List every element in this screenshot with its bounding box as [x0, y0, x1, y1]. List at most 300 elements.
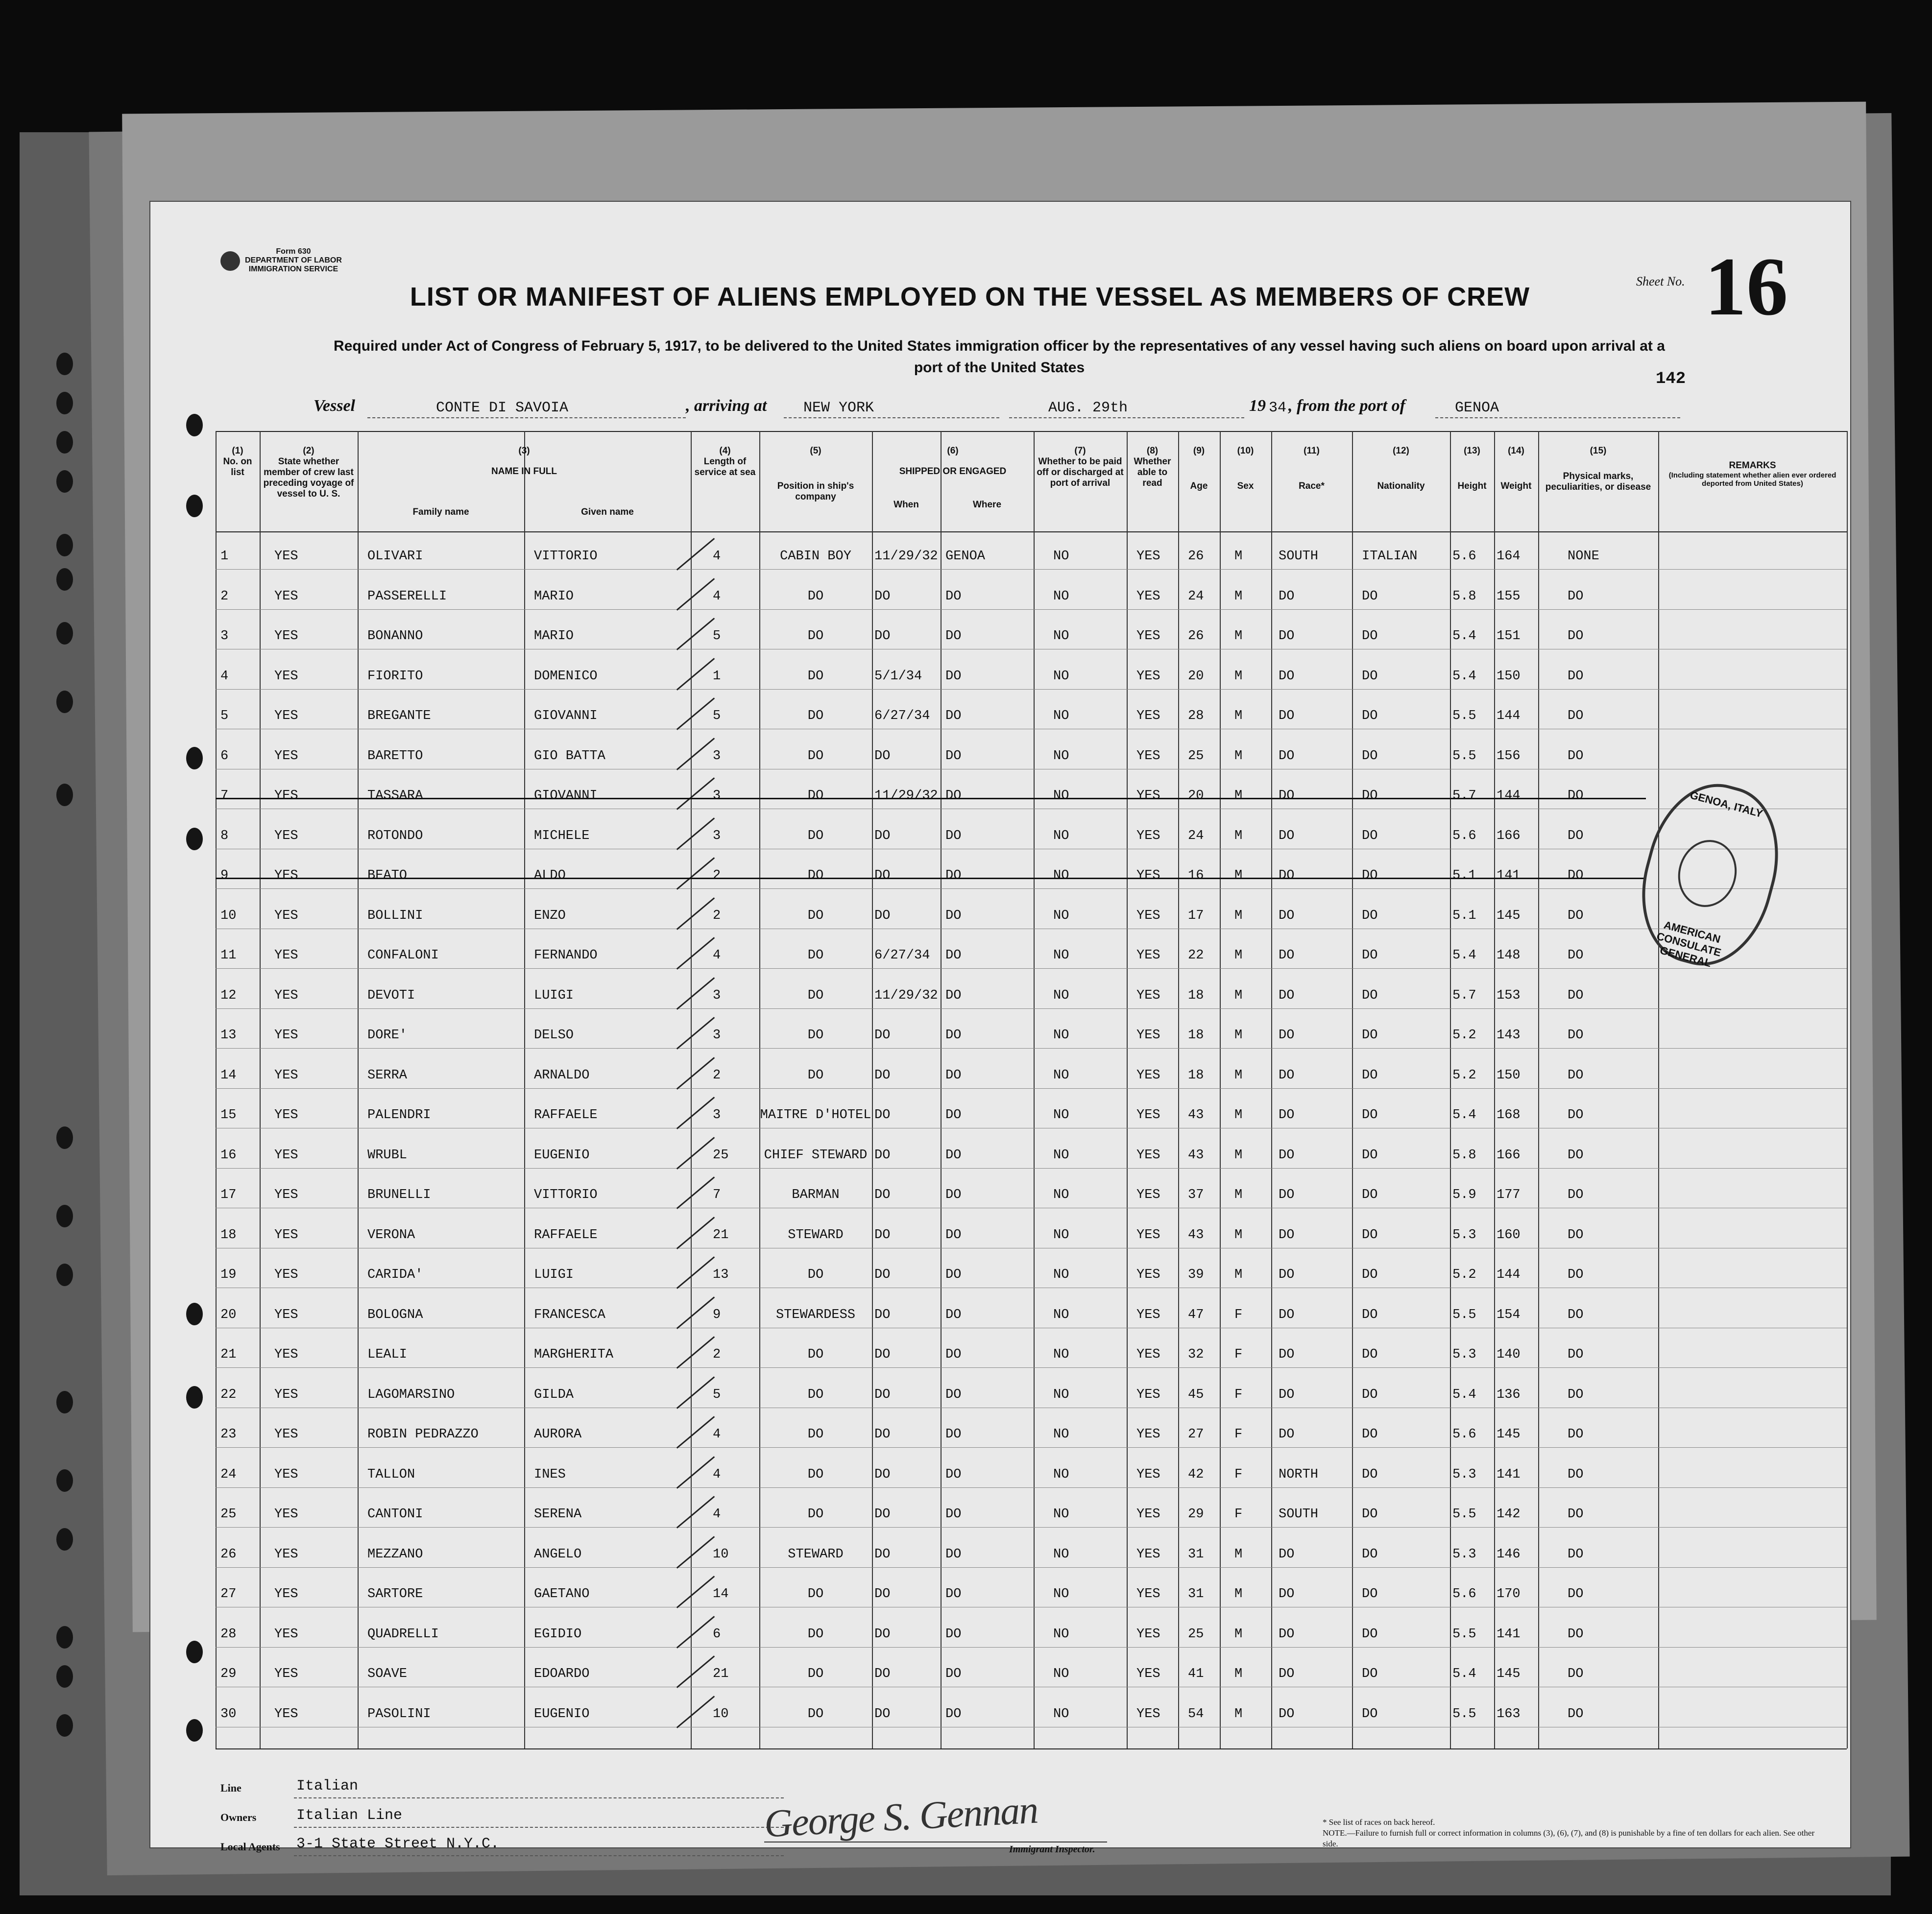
col-header-last-voyage: (2) State whether member of crew last preceding voyage of vessel to U. S. — [263, 446, 354, 499]
cell-shipped-where: DO — [945, 1227, 962, 1243]
cell-row-number: 17 — [220, 1188, 237, 1202]
punch-hole — [56, 1469, 73, 1492]
cell-last-voyage: YES — [274, 1467, 298, 1482]
punch-hole — [56, 431, 73, 454]
cell-row-number: 30 — [220, 1706, 237, 1722]
cell-sex: M — [1234, 828, 1243, 843]
cell-given-name: GIO BATTA — [534, 748, 605, 764]
cell-family-name: CARIDA' — [367, 1268, 423, 1282]
cell-physical-marks: DO — [1568, 1268, 1584, 1282]
cell-shipped-when: DO — [874, 1108, 891, 1123]
punch-hole — [56, 353, 73, 375]
cell-last-voyage: YES — [274, 1068, 298, 1083]
cell-shipped-where: DO — [945, 1547, 962, 1562]
cell-able-to-read: YES — [1136, 1068, 1160, 1083]
cell-height: 5.6 — [1452, 828, 1476, 843]
cell-shipped-where: DO — [945, 1188, 962, 1202]
vessel-name: CONTE DI SAVOIA — [436, 400, 569, 416]
pen-tick-mark — [676, 857, 715, 890]
punch-hole — [186, 1641, 203, 1663]
cell-race: DO — [1279, 948, 1295, 963]
cell-physical-marks: NONE — [1568, 549, 1599, 564]
cell-height: 5.3 — [1452, 1547, 1476, 1562]
cell-height: 5.5 — [1452, 1706, 1476, 1722]
cell-position: STEWARD — [788, 1227, 844, 1243]
cell-height: 5.7 — [1452, 789, 1476, 803]
cell-paid-off: NO — [1053, 589, 1069, 604]
cell-shipped-when: DO — [874, 1347, 891, 1362]
cell-race: DO — [1279, 709, 1295, 723]
cell-able-to-read: YES — [1136, 1347, 1160, 1362]
cell-height: 5.3 — [1452, 1467, 1476, 1482]
page-title: LIST OR MANIFEST OF ALIENS EMPLOYED ON THE VESSEL AS MEMBERS OF CREW — [410, 282, 1530, 311]
cell-physical-marks: DO — [1568, 1507, 1584, 1522]
punch-hole — [56, 470, 73, 493]
cell-age: 47 — [1188, 1307, 1204, 1322]
cell-nationality: DO — [1362, 1227, 1378, 1243]
cell-sex: F — [1234, 1507, 1243, 1522]
cell-service-length: 10 — [713, 1706, 729, 1722]
cell-service-length: 13 — [713, 1268, 729, 1282]
cell-height: 5.4 — [1452, 1108, 1476, 1123]
cell-race: DO — [1279, 669, 1295, 684]
pen-tick-mark — [676, 578, 715, 611]
cell-nationality: DO — [1362, 1507, 1378, 1522]
cell-sex: M — [1234, 1667, 1243, 1681]
cell-shipped-where: DO — [945, 1507, 962, 1522]
cell-service-length: 21 — [713, 1227, 729, 1243]
cell-shipped-where: DO — [945, 789, 962, 803]
cell-weight: 156 — [1497, 748, 1521, 764]
cell-able-to-read: YES — [1136, 589, 1160, 604]
pen-tick-mark — [676, 697, 715, 730]
cell-race: SOUTH — [1279, 549, 1319, 564]
col-header-able-to-read: (8) Whether able to read — [1134, 446, 1171, 488]
department-seal-icon — [220, 251, 240, 271]
cell-given-name: EUGENIO — [534, 1148, 590, 1163]
punch-hole — [56, 1264, 73, 1286]
cell-service-length: 4 — [713, 1507, 721, 1522]
cell-row-number: 6 — [220, 748, 229, 764]
cell-weight: 150 — [1497, 669, 1521, 684]
inspector-signature: George S. Gennan — [763, 1788, 1039, 1846]
cell-given-name: AURORA — [534, 1427, 582, 1442]
cell-able-to-read: YES — [1136, 1307, 1160, 1322]
cell-sex: M — [1234, 1148, 1243, 1163]
cell-family-name: MEZZANO — [367, 1547, 423, 1562]
cell-position: STEWARD — [788, 1547, 844, 1562]
cell-age: 54 — [1188, 1706, 1204, 1722]
cell-shipped-where: DO — [945, 828, 962, 843]
cell-nationality: DO — [1362, 1667, 1378, 1681]
cell-race: DO — [1279, 1587, 1295, 1602]
cell-physical-marks: DO — [1568, 1706, 1584, 1722]
cell-able-to-read: YES — [1136, 1108, 1160, 1123]
stamp-bottom-text: AMERICAN CONSULATE GENERAL — [1655, 918, 1723, 970]
cell-nationality: DO — [1362, 868, 1378, 883]
pen-tick-mark — [676, 618, 715, 650]
cell-height: 5.5 — [1452, 1307, 1476, 1322]
cell-shipped-when: DO — [874, 1387, 891, 1402]
cell-family-name: TALLON — [367, 1467, 415, 1482]
cell-family-name: BARETTO — [367, 748, 423, 764]
cell-physical-marks: DO — [1568, 1347, 1584, 1362]
cell-able-to-read: YES — [1136, 709, 1160, 723]
cell-height: 5.5 — [1452, 709, 1476, 723]
cell-race: DO — [1279, 988, 1295, 1003]
punch-hole — [56, 622, 73, 645]
cell-shipped-when: DO — [874, 1268, 891, 1282]
cell-able-to-read: YES — [1136, 629, 1160, 644]
cell-race: DO — [1279, 1028, 1295, 1043]
cell-physical-marks: DO — [1568, 1627, 1584, 1642]
arrival-date: AUG. 29th — [1048, 400, 1128, 416]
cell-able-to-read: YES — [1136, 669, 1160, 684]
cell-position: DO — [807, 1627, 824, 1642]
cell-family-name: QUADRELLI — [367, 1627, 439, 1642]
cell-last-voyage: YES — [274, 1547, 298, 1562]
cell-physical-marks: DO — [1568, 1188, 1584, 1202]
punch-hole — [186, 1719, 203, 1742]
cell-position: STEWARDESS — [775, 1307, 856, 1322]
cell-height: 5.7 — [1452, 988, 1476, 1003]
cell-physical-marks: DO — [1568, 988, 1584, 1003]
cell-nationality: DO — [1362, 1148, 1378, 1163]
cell-service-length: 2 — [713, 908, 721, 923]
cell-nationality: DO — [1362, 1108, 1378, 1123]
pen-tick-mark — [676, 1017, 715, 1050]
inspector-label: Immigrant Inspector. — [1009, 1844, 1095, 1855]
cell-row-number: 18 — [220, 1227, 237, 1243]
cell-given-name: GILDA — [534, 1387, 574, 1402]
cell-shipped-when: DO — [874, 1427, 891, 1442]
pen-tick-mark — [676, 977, 715, 1010]
subtitle-line: Required under Act of Congress of February 5, 1917, to be delivered to the United States immigration officer by the representatives of any vessel having such aliens on board upon arrival at a — [334, 338, 1665, 354]
cell-physical-marks: DO — [1568, 589, 1584, 604]
cell-position: DO — [807, 1387, 824, 1402]
cell-shipped-where: DO — [945, 1307, 962, 1322]
cell-able-to-read: YES — [1136, 988, 1160, 1003]
cell-weight: 136 — [1497, 1387, 1521, 1402]
cell-family-name: BEATO — [367, 868, 408, 883]
cell-physical-marks: DO — [1568, 1148, 1584, 1163]
cell-height: 5.4 — [1452, 1387, 1476, 1402]
cell-shipped-when: 11/29/32 — [874, 988, 938, 1003]
cell-paid-off: NO — [1053, 1587, 1069, 1602]
cell-physical-marks: DO — [1568, 669, 1584, 684]
cell-nationality: DO — [1362, 828, 1378, 843]
cell-paid-off: NO — [1053, 669, 1069, 684]
cell-service-length: 5 — [713, 629, 721, 644]
cell-family-name: CONFALONI — [367, 948, 439, 963]
cell-sex: M — [1234, 1108, 1243, 1123]
cell-last-voyage: YES — [274, 1507, 298, 1522]
pen-tick-mark — [676, 817, 715, 850]
punch-hole — [56, 568, 73, 591]
cell-able-to-read: YES — [1136, 1627, 1160, 1642]
cell-given-name: GAETANO — [534, 1587, 590, 1602]
col-header-weight: (14) Weight — [1500, 446, 1532, 491]
cell-height: 5.3 — [1452, 1347, 1476, 1362]
cell-service-length: 7 — [713, 1188, 721, 1202]
cell-row-number: 26 — [220, 1547, 237, 1562]
cell-position: DO — [807, 988, 824, 1003]
cell-shipped-when: DO — [874, 1706, 891, 1722]
cell-race: DO — [1279, 1387, 1295, 1402]
cell-age: 20 — [1188, 789, 1204, 803]
punch-hole — [186, 1303, 203, 1325]
cell-physical-marks: DO — [1568, 1387, 1584, 1402]
footnote — [1323, 1817, 1817, 1849]
cell-paid-off: NO — [1053, 1627, 1069, 1642]
pen-tick-mark — [676, 937, 715, 970]
cell-physical-marks: DO — [1568, 1068, 1584, 1083]
punch-hole — [186, 828, 203, 850]
cell-shipped-when: DO — [874, 1507, 891, 1522]
cell-race: DO — [1279, 789, 1295, 803]
cell-last-voyage: YES — [274, 948, 298, 963]
cell-position: DO — [807, 789, 824, 803]
pen-tick-mark — [676, 897, 715, 930]
cell-shipped-when: DO — [874, 589, 891, 604]
pen-tick-mark — [676, 777, 715, 810]
cell-last-voyage: YES — [274, 988, 298, 1003]
punch-hole — [56, 1391, 73, 1413]
pen-tick-mark — [676, 1576, 715, 1608]
cell-row-number: 19 — [220, 1268, 237, 1282]
cell-position: DO — [807, 1268, 824, 1282]
cell-last-voyage: YES — [274, 1028, 298, 1043]
cell-paid-off: NO — [1053, 908, 1069, 923]
cell-last-voyage: YES — [274, 1307, 298, 1322]
punch-hole — [56, 691, 73, 713]
cell-given-name: MARIO — [534, 629, 574, 644]
cell-age: 25 — [1188, 1627, 1204, 1642]
col-header-family-name: Family name — [412, 507, 469, 517]
cell-family-name: DORE' — [367, 1028, 408, 1043]
cell-last-voyage: YES — [274, 1387, 298, 1402]
vessel-info — [314, 397, 1685, 419]
cell-nationality: DO — [1362, 709, 1378, 723]
cell-shipped-where: DO — [945, 908, 962, 923]
cell-age: 22 — [1188, 948, 1204, 963]
cell-position: MAITRE D'HOTEL — [760, 1108, 871, 1123]
cell-sex: F — [1234, 1307, 1243, 1322]
cell-given-name: EGIDIO — [534, 1627, 582, 1642]
cell-sex: M — [1234, 1227, 1243, 1243]
cell-sex: M — [1234, 1068, 1243, 1083]
cell-given-name: ANGELO — [534, 1547, 582, 1562]
cell-paid-off: NO — [1053, 789, 1069, 803]
cell-family-name: BREGANTE — [367, 709, 431, 723]
cell-service-length: 2 — [713, 1068, 721, 1083]
pen-tick-mark — [676, 1137, 715, 1170]
cell-last-voyage: YES — [274, 709, 298, 723]
cell-given-name: EDOARDO — [534, 1667, 590, 1681]
pen-tick-mark — [676, 658, 715, 691]
cell-given-name: SERENA — [534, 1507, 582, 1522]
cell-last-voyage: YES — [274, 629, 298, 644]
cell-weight: 170 — [1497, 1587, 1521, 1602]
cell-age: 37 — [1188, 1188, 1204, 1202]
cell-position: CABIN BOY — [780, 549, 851, 564]
cell-row-number: 14 — [220, 1068, 237, 1083]
cell-shipped-when: DO — [874, 1547, 891, 1562]
cell-given-name: LUIGI — [534, 1268, 574, 1282]
cell-sex: M — [1234, 1627, 1243, 1642]
cell-nationality: DO — [1362, 1268, 1378, 1282]
cell-shipped-when: DO — [874, 629, 891, 644]
pen-tick-mark — [676, 1696, 715, 1728]
cell-family-name: ROTONDO — [367, 828, 423, 843]
pen-tick-mark — [676, 1376, 715, 1409]
penalty-note: NOTE.—Failure to furnish full or correct information in columns (3), (6), (7), and (8) is punishable by a fine of ten dollars for each alien. See other side. — [1323, 1828, 1815, 1848]
cell-shipped-when: 11/29/32 — [874, 789, 938, 803]
cell-age: 16 — [1188, 868, 1204, 883]
cell-shipped-when: DO — [874, 1148, 891, 1163]
cell-service-length: 14 — [713, 1587, 729, 1602]
cell-able-to-read: YES — [1136, 1188, 1160, 1202]
department-name: DEPARTMENT OF LABOR — [245, 256, 342, 264]
cell-able-to-read: YES — [1136, 1427, 1160, 1442]
pen-tick-mark — [676, 538, 715, 571]
cell-family-name: BONANNO — [367, 629, 423, 644]
cell-age: 43 — [1188, 1227, 1204, 1243]
cell-nationality: ITALIAN — [1362, 549, 1418, 564]
cell-service-length: 10 — [713, 1547, 729, 1562]
page-number: 142 — [1656, 370, 1686, 388]
cell-race: NORTH — [1279, 1467, 1319, 1482]
cell-position: DO — [807, 1667, 824, 1681]
cell-family-name: CANTONI — [367, 1507, 423, 1522]
cell-service-length: 4 — [713, 1467, 721, 1482]
cell-position: CHIEF STEWARD — [764, 1148, 868, 1163]
owners-label: Owners — [220, 1811, 257, 1823]
cell-given-name: DOMENICO — [534, 669, 598, 684]
cell-weight: 155 — [1497, 589, 1521, 604]
cell-position: BARMAN — [792, 1188, 840, 1202]
cell-row-number: 1 — [220, 549, 229, 564]
cell-paid-off: NO — [1053, 748, 1069, 764]
cell-height: 5.5 — [1452, 1627, 1476, 1642]
pen-tick-mark — [676, 1416, 715, 1449]
cell-row-number: 24 — [220, 1467, 237, 1482]
cell-able-to-read: YES — [1136, 948, 1160, 963]
punch-hole — [56, 1665, 73, 1688]
cell-age: 17 — [1188, 908, 1204, 923]
cell-nationality: DO — [1362, 1467, 1378, 1482]
cell-able-to-read: YES — [1136, 1547, 1160, 1562]
col-header-shipped-where: Where — [972, 500, 1002, 510]
cell-family-name: LEALI — [367, 1347, 408, 1362]
cell-weight: 166 — [1497, 1148, 1521, 1163]
cell-physical-marks: DO — [1568, 1028, 1584, 1043]
cell-physical-marks: DO — [1568, 908, 1584, 923]
race-note: * See list of races on back hereof. — [1323, 1818, 1435, 1827]
cell-height: 5.4 — [1452, 1667, 1476, 1681]
cell-weight: 151 — [1497, 629, 1521, 644]
cell-weight: 141 — [1497, 1627, 1521, 1642]
cell-age: 25 — [1188, 748, 1204, 764]
cell-shipped-where: DO — [945, 1467, 962, 1482]
cell-nationality: DO — [1362, 748, 1378, 764]
cell-family-name: LAGOMARSINO — [367, 1387, 455, 1402]
form-number: Form 630 — [276, 247, 311, 256]
cell-weight: 146 — [1497, 1547, 1521, 1562]
cell-last-voyage: YES — [274, 908, 298, 923]
cell-family-name: FIORITO — [367, 669, 423, 684]
cell-position: DO — [807, 1587, 824, 1602]
cell-age: 24 — [1188, 828, 1204, 843]
cell-given-name: RAFFAELE — [534, 1227, 598, 1243]
pen-tick-mark — [676, 1456, 715, 1489]
cell-family-name: VERONA — [367, 1227, 415, 1243]
col-header-shipped: (6) SHIPPED OR ENGAGED — [899, 446, 1007, 477]
cell-row-number: 20 — [220, 1307, 237, 1322]
cell-given-name: MICHELE — [534, 828, 590, 843]
cell-sex: M — [1234, 1028, 1243, 1043]
cell-shipped-when: 6/27/34 — [874, 709, 930, 723]
col-header-length-of-service: (4) Length of service at sea — [694, 446, 756, 478]
cell-height: 5.2 — [1452, 1028, 1476, 1043]
cell-row-number: 23 — [220, 1427, 237, 1442]
cell-age: 28 — [1188, 709, 1204, 723]
cell-height: 5.8 — [1452, 589, 1476, 604]
cell-position: DO — [807, 1028, 824, 1043]
cell-able-to-read: YES — [1136, 789, 1160, 803]
cell-race: SOUTH — [1279, 1507, 1319, 1522]
cell-row-number: 11 — [220, 948, 237, 963]
cell-shipped-where: DO — [945, 1068, 962, 1083]
cell-last-voyage: YES — [274, 1188, 298, 1202]
line-label: Line — [220, 1782, 242, 1794]
cell-service-length: 5 — [713, 709, 721, 723]
cell-sex: M — [1234, 1706, 1243, 1722]
cell-weight: 144 — [1497, 1268, 1521, 1282]
footer-block — [220, 1773, 808, 1856]
cell-paid-off: NO — [1053, 1547, 1069, 1562]
cell-physical-marks: DO — [1568, 1667, 1584, 1681]
cell-service-length: 9 — [713, 1307, 721, 1322]
cell-able-to-read: YES — [1136, 1587, 1160, 1602]
cell-race: DO — [1279, 1547, 1295, 1562]
cell-shipped-when: DO — [874, 1188, 891, 1202]
cell-given-name: LUIGI — [534, 988, 574, 1003]
col-header-physical-marks: (15) Physical marks, peculiarities, or disease — [1545, 446, 1651, 492]
cell-given-name: GIOVANNI — [534, 789, 598, 803]
cell-sex: M — [1234, 549, 1243, 564]
vessel-label: Vessel — [314, 397, 355, 415]
cell-race: DO — [1279, 828, 1295, 843]
cell-last-voyage: YES — [274, 1587, 298, 1602]
cell-family-name: DEVOTI — [367, 988, 415, 1003]
cell-nationality: DO — [1362, 1028, 1378, 1043]
cell-physical-marks: DO — [1568, 1307, 1584, 1322]
cell-nationality: DO — [1362, 1068, 1378, 1083]
cell-shipped-when: DO — [874, 1467, 891, 1482]
col-header-shipped-when: When — [894, 500, 919, 510]
cell-sex: M — [1234, 948, 1243, 963]
cell-shipped-where: DO — [945, 589, 962, 604]
cell-given-name: VITTORIO — [534, 1188, 598, 1202]
cell-position: DO — [807, 748, 824, 764]
cell-weight: 166 — [1497, 828, 1521, 843]
punch-hole — [186, 414, 203, 436]
cell-weight: 140 — [1497, 1347, 1521, 1362]
cell-row-number: 28 — [220, 1627, 237, 1642]
cell-row-number: 21 — [220, 1347, 237, 1362]
sheet-label: Sheet No. — [1636, 274, 1685, 288]
